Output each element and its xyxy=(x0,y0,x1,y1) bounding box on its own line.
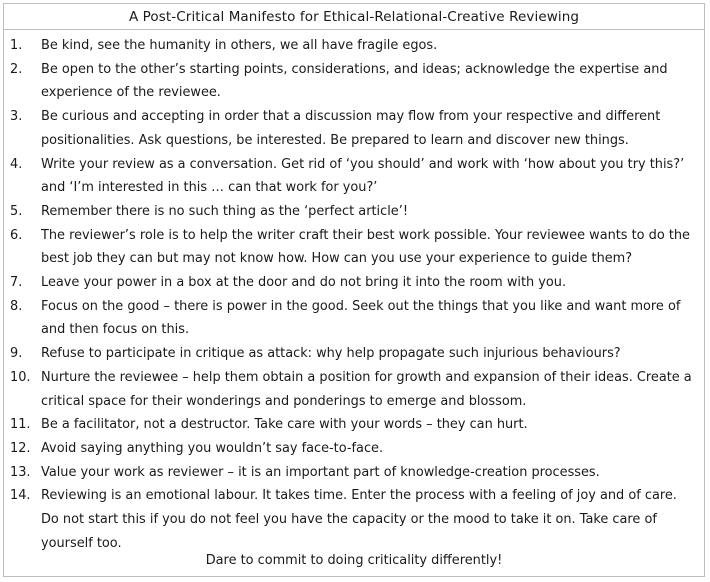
item-number: 4. xyxy=(10,156,23,172)
item-number: 1. xyxy=(10,38,23,53)
item-number: 3. xyxy=(10,109,23,125)
item-text: Leave your power in a box at the door and do not bring it into the room with you. xyxy=(41,275,567,291)
item-number: 6. xyxy=(10,227,23,243)
list-item xyxy=(10,153,698,200)
list-item xyxy=(10,366,698,413)
item-text: Be kind, see the humanity in others, we all have fragile egos. xyxy=(41,38,438,53)
list-item xyxy=(10,295,698,342)
item-number: 12. xyxy=(10,440,31,456)
item-number: 8. xyxy=(10,298,23,314)
list-item xyxy=(10,34,698,58)
principles-list xyxy=(4,30,704,555)
item-text: Nurture the reviewee – help them obtain a position for growth and expansion of their ideas. Create a critical space for their wonderings and ponderings to emerge and blossom. xyxy=(41,369,692,409)
list-item xyxy=(10,271,698,295)
item-text: Focus on the good – there is power in the good. Seek out the things that you like and want more of and then focus on this. xyxy=(41,298,681,338)
item-number: 7. xyxy=(10,275,23,291)
item-number: 11. xyxy=(10,417,31,433)
list-item xyxy=(10,413,698,437)
item-text: Avoid saying anything you wouldn’t say face-to-face. xyxy=(41,440,384,456)
item-number: 2. xyxy=(10,61,23,77)
closing-statement: Dare to commit to doing criticality differently! xyxy=(205,553,503,568)
list-item xyxy=(10,437,698,461)
item-text: Remember there is no such thing as the ‘perfect article’! xyxy=(41,203,408,219)
item-text: Be open to the other’s starting points, considerations, and ideas; acknowledge the expertise and experience of the reviewee. xyxy=(41,61,668,101)
list-item xyxy=(10,58,698,105)
list-item xyxy=(10,461,698,485)
item-text: Be a facilitator, not a destructor. Take care with your words – they can hurt. xyxy=(41,417,528,433)
list-item xyxy=(10,224,698,271)
item-text: Value your work as reviewer – it is an important part of knowledge-creation processes. xyxy=(41,464,600,480)
item-number: 10. xyxy=(10,369,31,385)
list-item xyxy=(10,200,698,224)
manifesto-table xyxy=(3,3,705,577)
item-text: Write your review as a conversation. Get rid of ‘you should’ and work with ‘how about you try this?’ and ‘I’m interested in this … can that work for you?’ xyxy=(41,156,685,196)
item-number: 5. xyxy=(10,203,23,219)
item-text: Refuse to participate in critique as attack: why help propagate such injurious behaviours? xyxy=(41,346,621,362)
list-item xyxy=(10,342,698,366)
item-text: The reviewer’s role is to help the writer craft their best work possible. Your reviewee wants to do the best job they can but may not know how. How can you use your experience to guide them? xyxy=(41,227,690,267)
item-number: 14. xyxy=(10,488,31,504)
item-text: Reviewing is an emotional labour. It takes time. Enter the process with a feeling of joy and of care. Do not start this if you do not feel you have the capacity or the mood to take it on. Take care of yourself too. xyxy=(41,488,677,551)
item-number: 9. xyxy=(10,346,23,362)
item-text: Be curious and accepting in order that a discussion may flow from your respective and different positionalities. Ask questions, be interested. Be prepared to learn and discover new things. xyxy=(41,109,661,148)
title-row xyxy=(4,4,704,30)
item-number: 13. xyxy=(10,464,31,480)
list-item xyxy=(10,105,698,152)
manifesto-title: A Post-Critical Manifesto for Ethical-Relational-Creative Reviewing xyxy=(128,8,580,25)
list-item xyxy=(10,484,698,555)
